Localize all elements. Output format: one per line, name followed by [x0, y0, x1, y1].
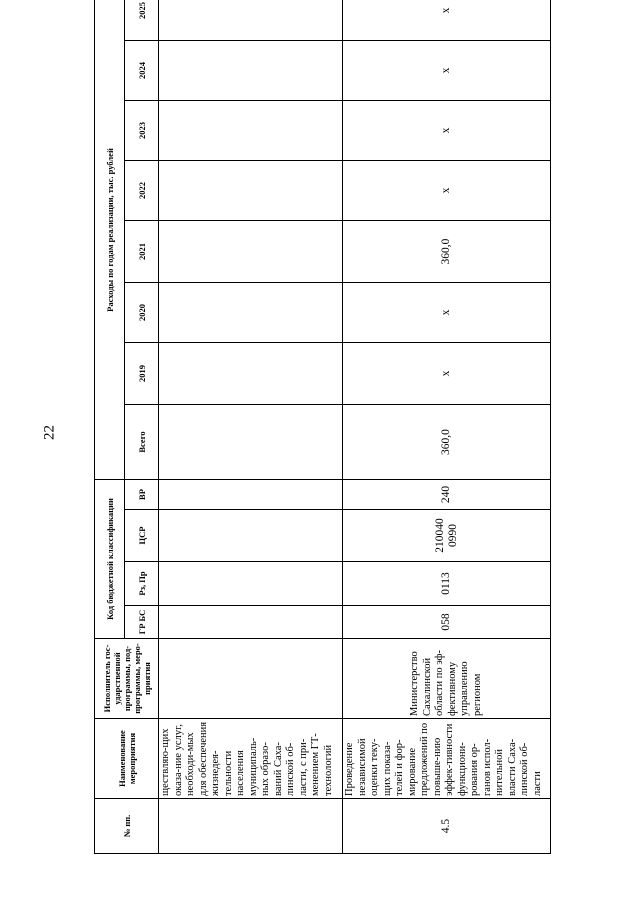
cell-rzpr [159, 562, 343, 606]
cell-2025 [159, 0, 343, 41]
cell-rzpr: 0113 [343, 562, 551, 606]
cell-2021: 360,0 [343, 221, 551, 283]
header-csr: ЦСР [125, 510, 159, 562]
cell-2021 [159, 221, 343, 283]
header-year-2019: 2019 [125, 343, 159, 405]
cell-2023: х [343, 101, 551, 161]
header-year-2023: 2023 [125, 101, 159, 161]
header-name: Наименование мероприятия [95, 719, 159, 799]
cell-no: 4.5 [343, 799, 551, 854]
cell-grbs: 058 [343, 606, 551, 639]
header-year-2022: 2022 [125, 161, 159, 221]
header-expenses: Расходы по годам реализации, тыс. рублей [95, 0, 125, 480]
cell-csr [159, 510, 343, 562]
header-year-2020: 2020 [125, 283, 159, 343]
cell-2023 [159, 101, 343, 161]
cell-executor: Министерство Сахалинской области по эф-фективному управлению регионом [343, 639, 551, 719]
cell-total: 360,0 [343, 405, 551, 480]
cell-2020 [159, 283, 343, 343]
header-executor: Исполнитель гос-ударственной программы, под-программы, меро-приятия [95, 639, 159, 719]
cell-grbs [159, 606, 343, 639]
cell-name: Проведение независимой оценки теку-щих показа-телей и фор-мирование предложений по повыше-нию эффек-тивности функциони-рования ор-ганов испол-нительной власти Саха-линской об-ласти [343, 719, 551, 799]
page-number: 22 [41, 425, 58, 440]
header-rzpr: Рз, Пр [125, 562, 159, 606]
cell-executor [159, 639, 343, 719]
header-year-2021: 2021 [125, 221, 159, 283]
header-budget-code: Код бюджетной классификации [95, 480, 125, 639]
header-vr: ВР [125, 480, 159, 510]
header-total: Всего [125, 405, 159, 480]
cell-total [159, 405, 343, 480]
header-year-2024: 2024 [125, 41, 159, 101]
cell-csr: 210040 0990 [343, 510, 551, 562]
cell-2024: х [343, 41, 551, 101]
rotated-table-container [94, 1, 584, 854]
header-grbs: ГР БС [125, 606, 159, 639]
cell-2024 [159, 41, 343, 101]
cell-2020: х [343, 283, 551, 343]
table-viewport [94, 1, 584, 854]
table-row [159, 0, 343, 854]
cell-2019: х [343, 343, 551, 405]
cell-2022: х [343, 161, 551, 221]
table-row [343, 0, 551, 854]
expenses-table [94, 0, 551, 854]
header-no: № пп. [95, 799, 159, 854]
cell-no [159, 799, 343, 854]
cell-name: ществляю-щих оказа-ние услуг, необходи-мых для обеспечения жизнедея-тельности населения муниципаль-ных образо-ваний Саха-линской об-ласти, с при-менением ГТ-технологий [159, 719, 343, 799]
cell-2022 [159, 161, 343, 221]
cell-vr: 240 [343, 480, 551, 510]
cell-2019 [159, 343, 343, 405]
cell-vr [159, 480, 343, 510]
cell-2025: х [343, 0, 551, 41]
header-year-2025: 2025 [125, 0, 159, 41]
